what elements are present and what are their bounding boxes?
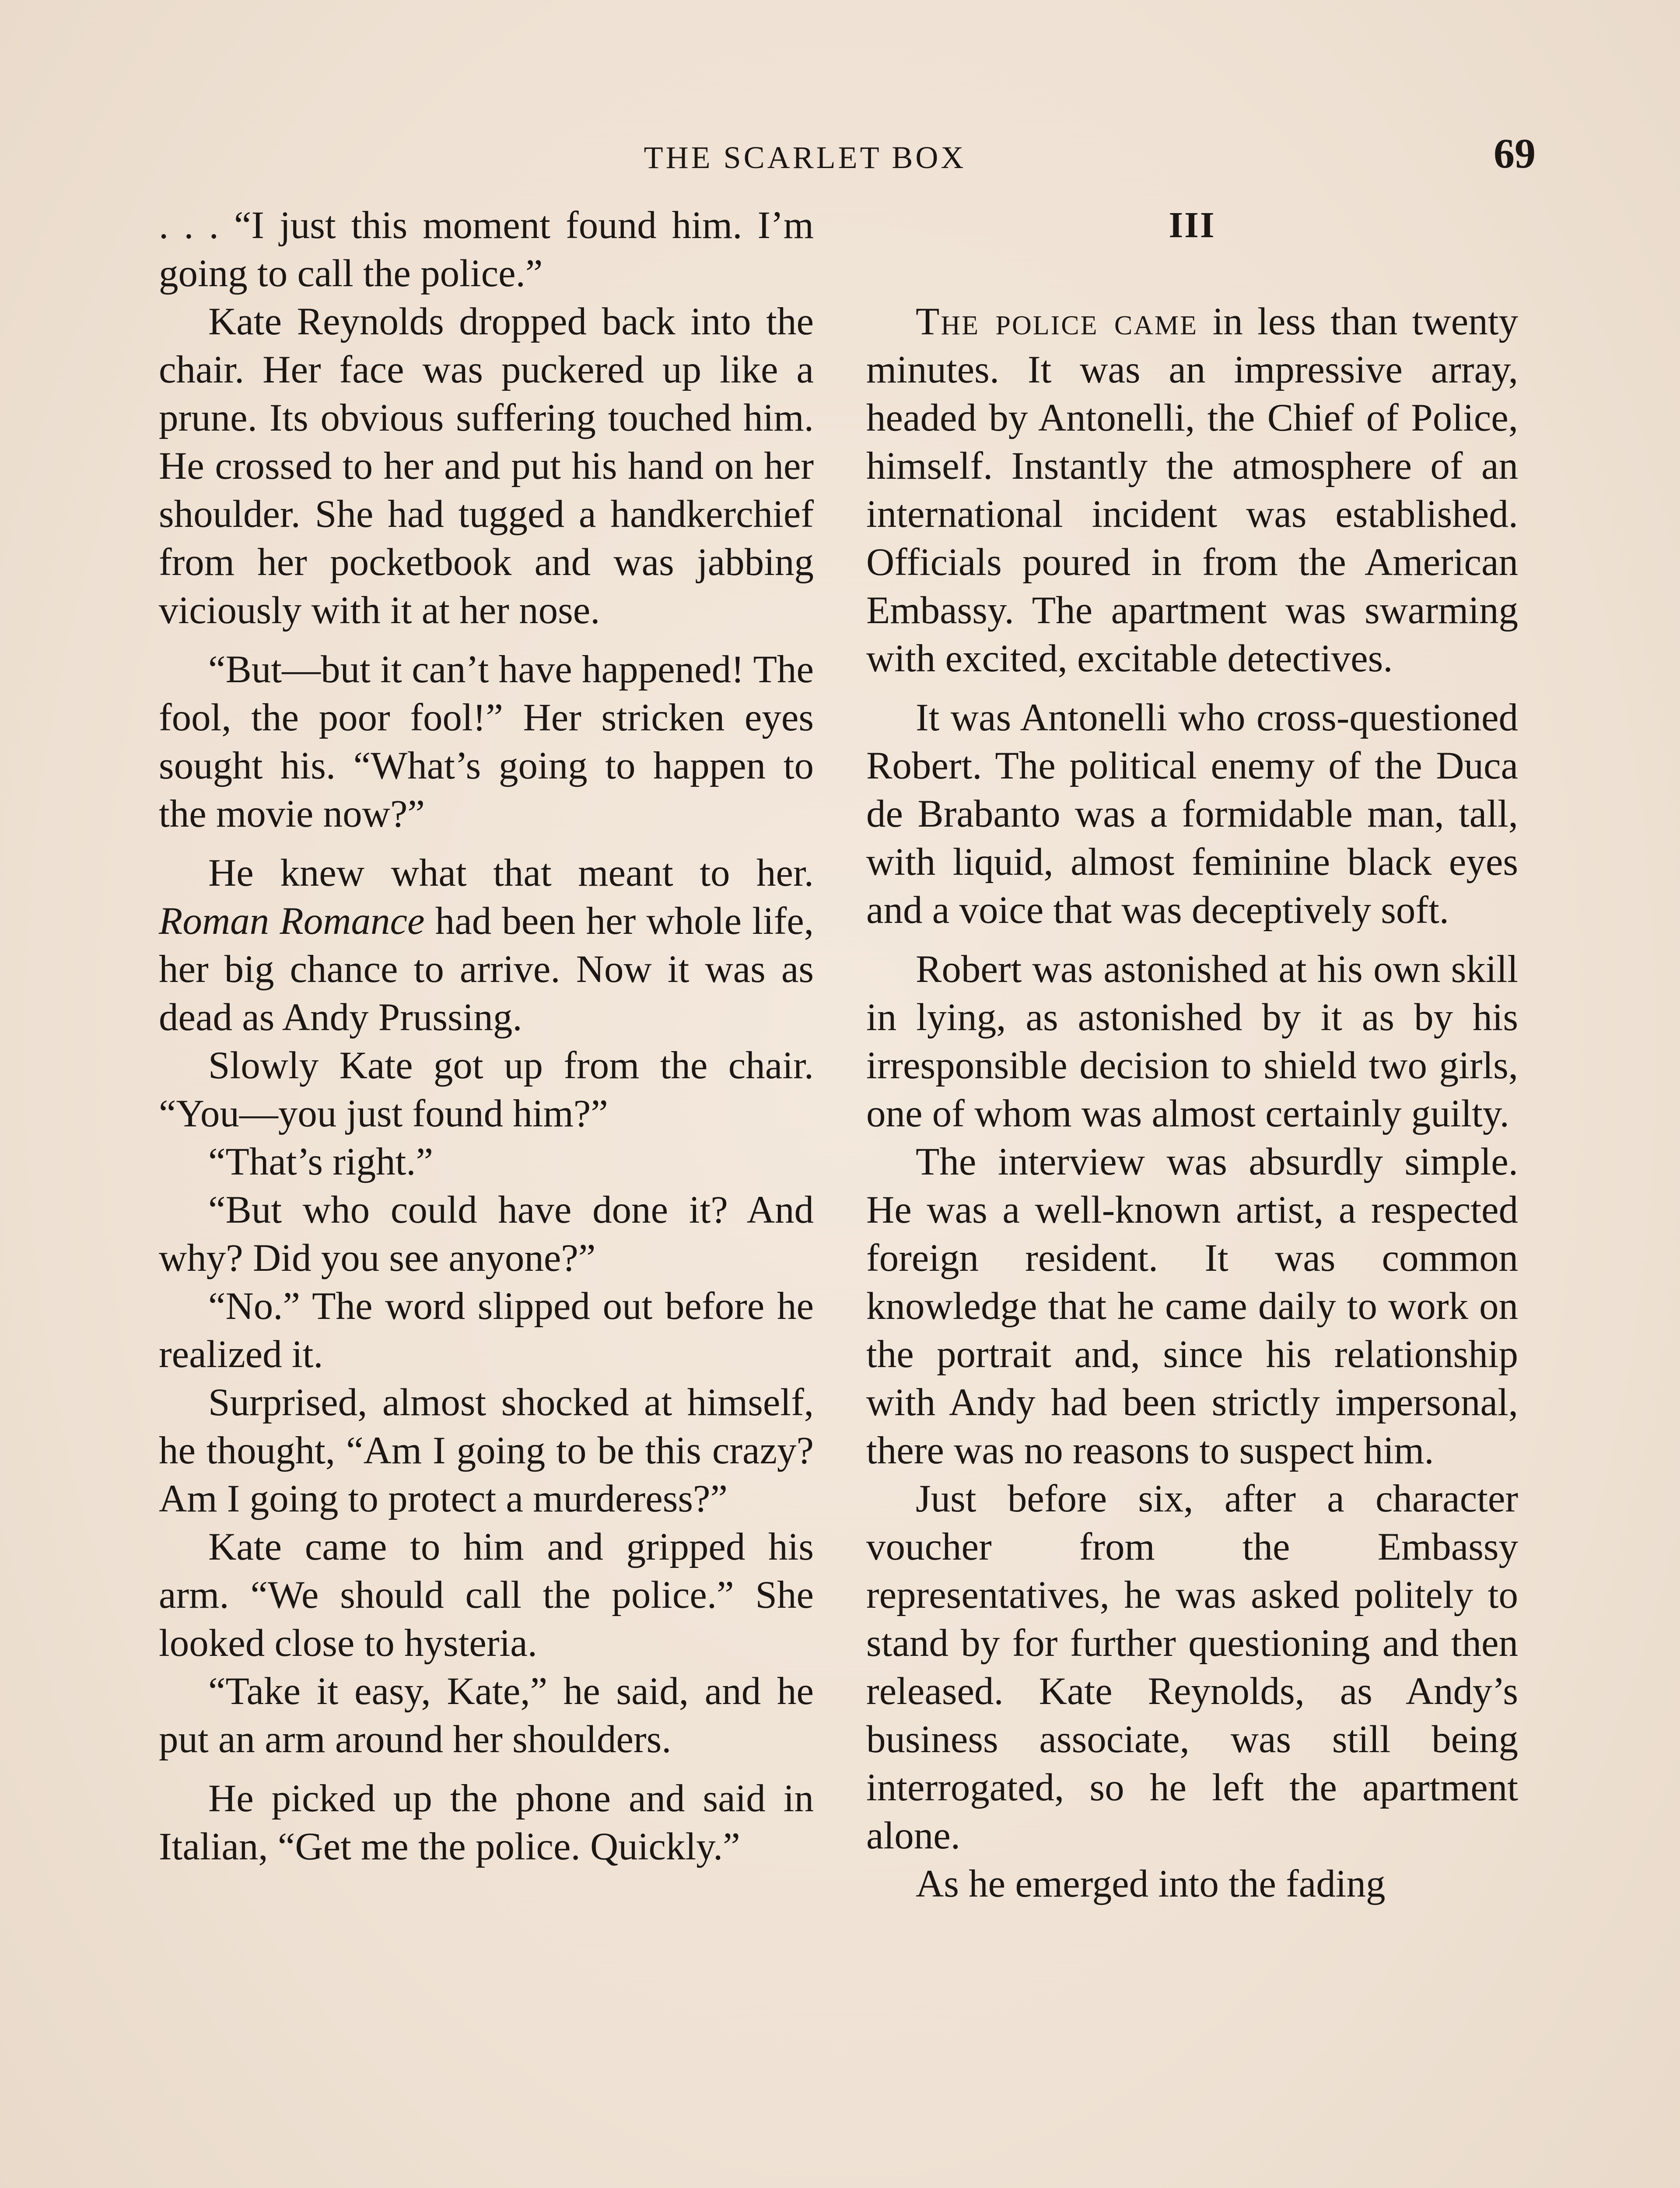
paragraph: “No.” The word slipped out before he realized it. [159, 1285, 814, 1376]
paragraph: “Take it easy, Kate,” he said, and he put an arm around her shoulders. [159, 1670, 814, 1761]
opening-smallcaps: The police came [916, 300, 1198, 343]
paragraph: . . . “I just this moment found him. I’m going to call the police.” [159, 204, 814, 295]
paragraph: “But who could have done it? And why? Did you see anyone?” [159, 1189, 814, 1280]
paragraph: Robert was astonished at his own skill in lying, as astonished by it as by his irresponsible decision to shield two girls, one of whom was almost certainly guilty. [866, 948, 1518, 1135]
paragraph: “That’s right.” [208, 1140, 434, 1183]
paragraph: Just before six, after a character voucher from the Embassy representatives, he was asked politely to stand by for further questioning and then released. Kate Reynolds, as Andy’s business associate, was still being interrogated, so he left the apartment alone. [866, 1477, 1518, 1857]
opening-paragraph [866, 298, 1518, 683]
page-number: 69 [1494, 130, 1536, 177]
paragraph-text: He knew what that meant to her. [208, 852, 814, 894]
paragraph: The interview was absurdly simple. He was a well-known artist, a respected foreign resident. It was common knowledge that he came daily to work on the portrait and, since his relationship with Andy had been strictly impersonal, there was no reasons to suspect him. [866, 1140, 1518, 1472]
running-title: THE SCARLET BOX [644, 140, 966, 175]
chapter-heading: III [1169, 205, 1216, 245]
paragraph-text: in less than twenty minutes. It was an impressive array, headed by Antonelli, the Chief of Police, himself. Instantly the atmosphere of an international incident was established. Officials poured in from the American Embassy. The apartment was swarming with excited, excitable detectives. [866, 300, 1518, 680]
italic-book-title: Roman Romance [159, 900, 425, 943]
paragraph: “But—but it can’t have happened! The fool, the poor fool!” Her stricken eyes sought his. “What’s going to happen to the movie now?” [159, 648, 814, 835]
paragraph: Slowly Kate got up from the chair. “You—you just found him?” [159, 1044, 814, 1135]
left-text-column [159, 201, 814, 1871]
right-text-column [866, 201, 1518, 1908]
paragraph: It was Antonelli who cross-questioned Robert. The political enemy of the Duca de Brabanto was a formidable man, tall, with liquid, almost feminine black eyes and a voice that was deceptively soft. [866, 696, 1518, 932]
paragraph: As he emerged into the fading [916, 1862, 1386, 1905]
paragraph-with-italic-title [159, 849, 814, 1041]
paragraph-text: had been her whole life, her big chance to arrive. Now it was as dead as Andy Prussing. [159, 900, 814, 1039]
paragraph: Kate came to him and gripped his arm. “We should call the police.” She looked close to hysteria. [159, 1525, 814, 1665]
paragraph: Surprised, almost shocked at himself, he thought, “Am I going to be this crazy? Am I going to protect a murderess?” [159, 1381, 814, 1520]
paragraph: He picked up the phone and said in Italian, “Get me the police. Quickly.” [159, 1777, 814, 1868]
paragraph: Kate Reynolds dropped back into the chair. Her face was puckered up like a prune. Its obvious suffering touched him. He crossed to her and put his hand on her shoulder. She had tugged a handkerchief from her pocketbook and was jabbing viciously with it at her nose. [159, 300, 814, 632]
